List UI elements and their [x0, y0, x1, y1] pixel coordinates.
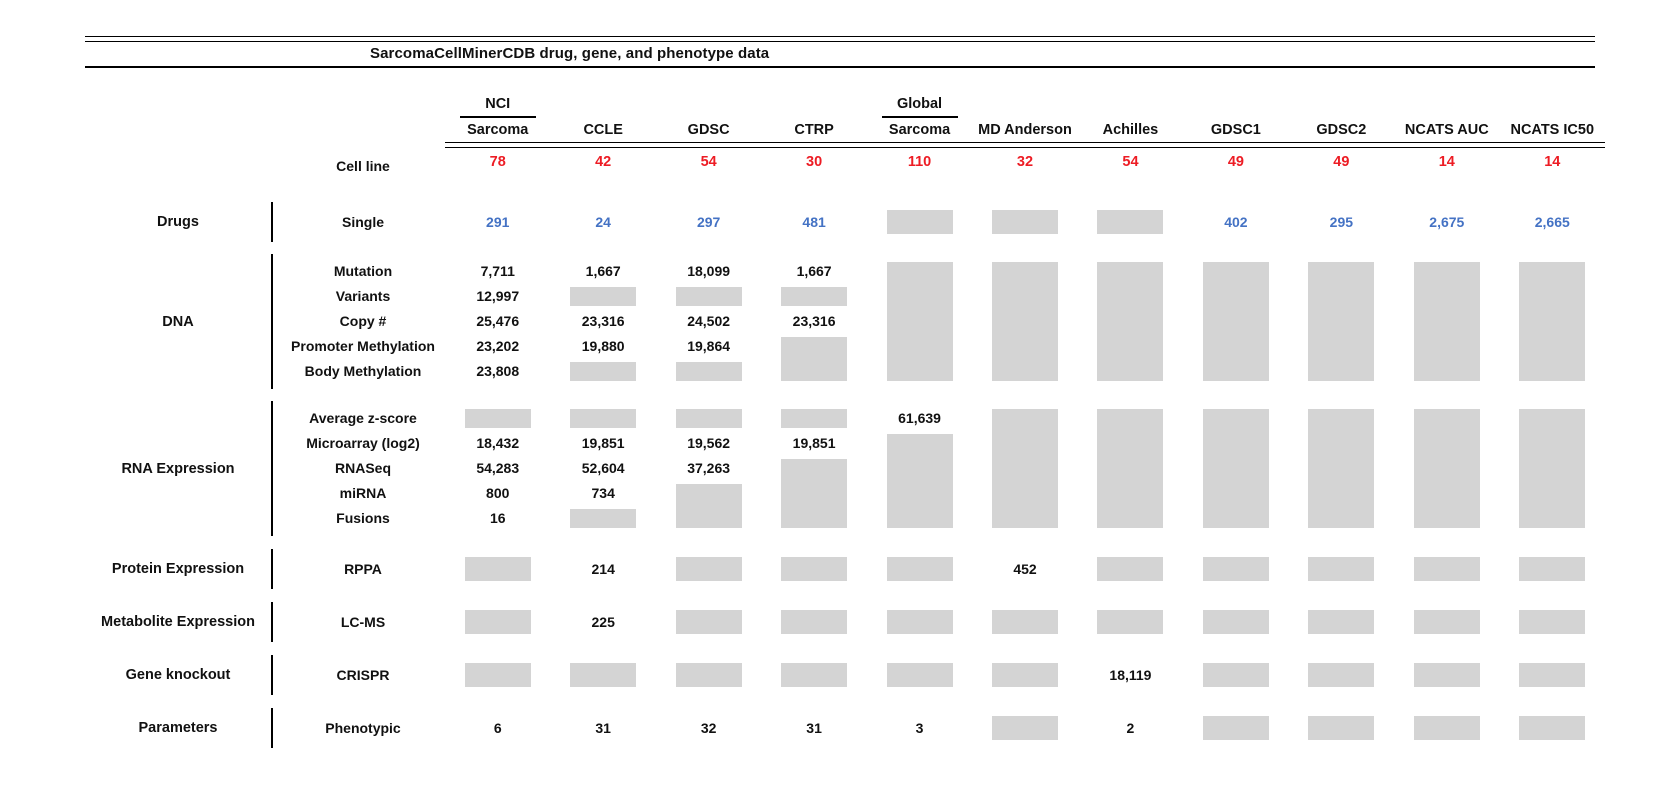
- no-data-box: [570, 663, 636, 687]
- no-data-box: [1203, 557, 1269, 581]
- cell-line-count: 32: [1016, 154, 1034, 170]
- category-label: Protein Expression: [111, 561, 245, 577]
- value-cell: 54,283: [476, 460, 520, 476]
- no-data-box: [1308, 663, 1374, 687]
- row-label: Fusions: [336, 510, 390, 526]
- row-label: LC-MS: [340, 613, 386, 630]
- cell-line-count: 30: [806, 154, 823, 170]
- no-data-box: [676, 287, 742, 306]
- value-cell: 23,316: [792, 313, 836, 329]
- no-data-box: [1097, 409, 1163, 528]
- title-block: [85, 36, 1595, 68]
- value-cell: 295: [1329, 213, 1354, 230]
- no-data-box: [1203, 262, 1269, 381]
- value-cell: 734: [591, 485, 615, 501]
- value-cell: 31: [806, 719, 822, 736]
- section: [85, 713, 1605, 743]
- value-cell: 31: [595, 719, 611, 736]
- cell-line-count: 54: [1122, 154, 1139, 170]
- value-cell: 7,711: [480, 263, 515, 279]
- column-header: GDSC: [687, 122, 730, 138]
- section-divider: [271, 549, 273, 589]
- column-header: GDSC2: [1316, 122, 1367, 138]
- value-cell: 23,316: [581, 313, 625, 329]
- no-data-box: [1414, 557, 1480, 581]
- row-label: Variants: [335, 288, 391, 304]
- value-cell: 214: [591, 560, 615, 577]
- category-label: Parameters: [138, 720, 218, 736]
- column-header: CCLE: [583, 122, 623, 138]
- value-cell: 481: [802, 213, 826, 230]
- column-header: Sarcoma: [888, 122, 951, 138]
- column-header: Achilles: [1102, 122, 1159, 138]
- value-cell: 32: [700, 719, 717, 736]
- section: [85, 406, 1605, 531]
- no-data-box: [1308, 409, 1374, 528]
- no-data-box: [992, 716, 1058, 740]
- figure-title-text: SarcomaCellMinerCDB drug, gene, and phenotype data: [370, 45, 770, 62]
- no-data-box: [1414, 262, 1480, 381]
- no-data-box: [676, 610, 742, 634]
- no-data-box: [1308, 557, 1374, 581]
- no-data-box: [1519, 716, 1585, 740]
- value-cell: 19,562: [687, 435, 731, 451]
- value-cell: 18,099: [687, 263, 731, 279]
- section: [85, 554, 1605, 584]
- category-label: RNA Expression: [121, 460, 235, 477]
- no-data-box: [676, 362, 742, 381]
- figure-title: [85, 42, 1595, 68]
- no-data-box: [887, 557, 953, 581]
- value-cell: 19,851: [792, 435, 836, 451]
- row-label: Promoter Methylation: [291, 338, 435, 354]
- value-cell: 12,997: [476, 288, 520, 304]
- no-data-box: [1203, 716, 1269, 740]
- section-divider: [271, 708, 273, 748]
- no-data-box: [570, 409, 636, 428]
- no-data-box: [676, 409, 742, 428]
- no-data-box: [781, 287, 847, 306]
- row-label: CRISPR: [336, 666, 390, 683]
- column-header: GDSC1: [1210, 122, 1261, 138]
- cell-line-count: 49: [1227, 154, 1244, 170]
- value-cell: 1,667: [585, 263, 621, 279]
- row-label: Mutation: [333, 263, 393, 279]
- no-data-box: [465, 663, 531, 687]
- no-data-box: [676, 663, 742, 687]
- value-cell: 24,502: [687, 313, 731, 329]
- no-data-box: [992, 610, 1058, 634]
- no-data-box: [887, 262, 953, 381]
- section: [85, 259, 1605, 384]
- value-cell: 19,864: [687, 338, 731, 354]
- cell-line-count: 49: [1333, 154, 1350, 170]
- column-group-underline: NCI: [460, 94, 536, 118]
- row-label: Single: [341, 213, 384, 230]
- section-divider: [271, 202, 273, 242]
- row-label: Average z-score: [309, 410, 417, 426]
- value-cell: 18,119: [1109, 666, 1152, 683]
- value-cell: 6: [493, 719, 502, 736]
- no-data-box: [465, 409, 531, 428]
- value-cell: 18,432: [476, 435, 520, 451]
- value-cell: 2,665: [1534, 213, 1570, 230]
- value-cell: 2: [1126, 719, 1135, 736]
- no-data-box: [1097, 610, 1163, 634]
- no-data-box: [1519, 557, 1585, 581]
- header-rule: [445, 142, 1605, 148]
- value-cell: 291: [486, 213, 510, 230]
- column-header: Sarcoma: [467, 122, 529, 138]
- value-cell: 23,202: [476, 338, 520, 354]
- row-label: Phenotypic: [325, 719, 401, 736]
- no-data-box: [1203, 409, 1269, 528]
- no-data-box: [1308, 610, 1374, 634]
- cell-line-count: 110: [907, 154, 932, 170]
- category-label: Metabolite Expression: [101, 614, 255, 630]
- value-cell: 452: [1013, 560, 1037, 577]
- value-cell: 297: [696, 213, 721, 230]
- row-label: Body Methylation: [304, 363, 422, 379]
- no-data-box: [1203, 610, 1269, 634]
- column-group-label: [867, 94, 972, 118]
- no-data-box: [676, 557, 742, 581]
- value-cell: 16: [489, 510, 506, 526]
- no-data-box: [781, 459, 847, 528]
- section-divider: [271, 602, 273, 642]
- no-data-box: [570, 287, 636, 306]
- no-data-box: [465, 557, 531, 581]
- value-cell: 24: [595, 213, 611, 230]
- column-header: CTRP: [794, 122, 834, 138]
- column-header: MD Anderson: [978, 122, 1072, 138]
- value-cell: 23,808: [476, 363, 520, 379]
- value-cell: 19,851: [581, 435, 625, 451]
- cell-line-count: 78: [489, 154, 506, 170]
- value-cell: 402: [1224, 213, 1248, 230]
- category-label: Gene knockout: [125, 667, 231, 683]
- value-cell: 2,675: [1429, 213, 1465, 230]
- no-data-box: [1308, 716, 1374, 740]
- no-data-box: [887, 434, 953, 528]
- cell-line-count: 54: [700, 154, 717, 170]
- no-data-box: [1414, 610, 1480, 634]
- value-cell: 61,639: [898, 410, 941, 426]
- no-data-box: [887, 610, 953, 634]
- row-label: Microarray (log2): [306, 435, 420, 451]
- table-header: [85, 94, 1605, 179]
- value-cell: 800: [486, 485, 510, 501]
- no-data-box: [887, 663, 953, 687]
- value-cell: 3: [915, 719, 924, 736]
- no-data-box: [992, 663, 1058, 687]
- no-data-box: [781, 610, 847, 634]
- category-label: DNA: [162, 313, 194, 330]
- no-data-box: [1097, 210, 1163, 234]
- no-data-box: [1519, 262, 1585, 381]
- no-data-box: [781, 557, 847, 581]
- column-group-underline: Global: [882, 94, 958, 118]
- no-data-box: [887, 210, 953, 234]
- row-label: RPPA: [344, 560, 382, 577]
- sections: [0, 207, 1669, 743]
- no-data-box: [465, 610, 531, 634]
- no-data-box: [1414, 409, 1480, 528]
- section-divider: [271, 655, 273, 695]
- no-data-box: [781, 409, 847, 428]
- row-label: Copy #: [339, 313, 387, 329]
- no-data-box: [676, 484, 742, 528]
- no-data-box: [1519, 663, 1585, 687]
- value-cell: 25,476: [476, 313, 520, 329]
- value-cell: 19,880: [581, 338, 625, 354]
- no-data-box: [1414, 663, 1480, 687]
- no-data-box: [992, 409, 1058, 528]
- section-divider: [271, 401, 273, 536]
- no-data-box: [781, 337, 847, 381]
- column-group-label: [445, 94, 550, 118]
- value-cell: 225: [591, 613, 615, 630]
- no-data-box: [1519, 409, 1585, 528]
- section-divider: [271, 254, 273, 389]
- no-data-box: [1097, 262, 1163, 381]
- row-label: miRNA: [339, 485, 387, 501]
- no-data-box: [781, 663, 847, 687]
- column-header: NCATS IC50: [1510, 122, 1595, 138]
- no-data-box: [992, 210, 1058, 234]
- cell-line-count: 14: [1544, 154, 1561, 170]
- cell-line-row-label: Cell line: [336, 158, 390, 174]
- no-data-box: [1097, 557, 1163, 581]
- value-cell: 37,263: [687, 460, 731, 476]
- row-label: RNASeq: [334, 460, 391, 476]
- column-header: NCATS AUC: [1404, 122, 1489, 138]
- no-data-box: [570, 362, 636, 381]
- no-data-box: [1308, 262, 1374, 381]
- no-data-box: [1414, 716, 1480, 740]
- no-data-box: [992, 262, 1058, 381]
- value-cell: 52,604: [581, 460, 625, 476]
- value-cell: 1,667: [796, 263, 832, 279]
- cell-line-count: 42: [595, 154, 612, 170]
- no-data-box: [1203, 663, 1269, 687]
- cell-line-count: 14: [1438, 154, 1455, 170]
- section: [85, 660, 1605, 690]
- category-label: Drugs: [157, 214, 199, 230]
- no-data-box: [1519, 610, 1585, 634]
- section: [85, 207, 1605, 237]
- section: [85, 607, 1605, 637]
- no-data-box: [570, 509, 636, 528]
